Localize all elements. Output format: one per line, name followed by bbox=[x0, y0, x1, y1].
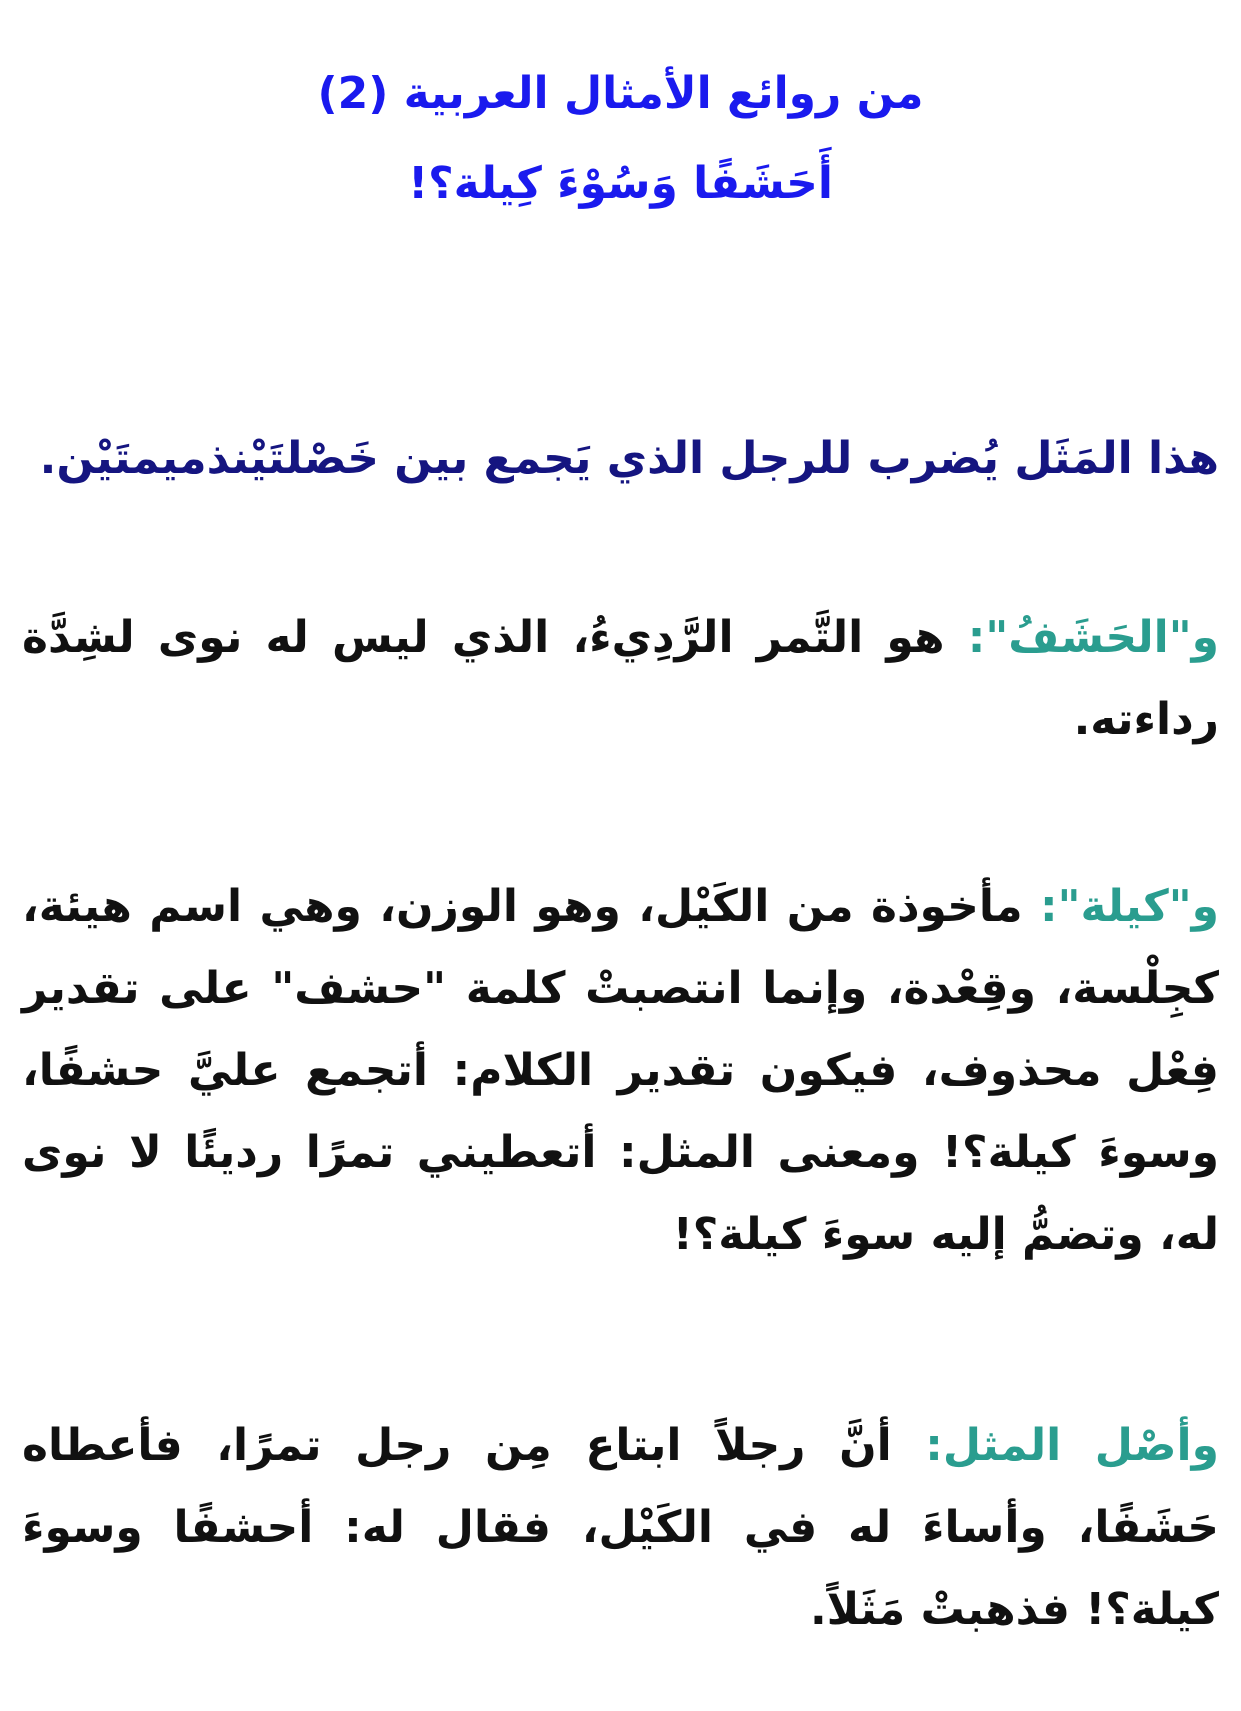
keyword-kayla: و"كيلة": bbox=[1040, 881, 1219, 932]
paragraph-kayla bbox=[22, 866, 1219, 1276]
paragraph-text: أنَّ رجلاً ابتاع مِن رجل تمرًا، فأعطاه حَشَفًا، وأساءَ له في الكَيْل، فقال له: أحشفًا وسوءَ كيلة؟! فذهبتْ مَثَلاً. bbox=[22, 1420, 1219, 1635]
keyword-origin: وأصْل المثل: bbox=[925, 1420, 1219, 1471]
paragraph-hashaf bbox=[22, 597, 1219, 761]
paragraph-text: مأخوذة من الكَيْل، وهو الوزن، وهي اسم هيئة، كجِلْسة، وقِعْدة، وإنما انتصبتْ كلمة "حشف" على تقدير فِعْل محذوف، فيكون تقدير الكلام: أتجمع عليَّ حشفًا، وسوءَ كيلة؟! ومعنى المثل: أتعطيني تمرًا رديئًا لا نوى له، وتضمُّ إليه سوءَ كيلة؟! bbox=[22, 881, 1219, 1260]
paragraph-origin bbox=[22, 1405, 1219, 1651]
intro-sentence: هذا المَثَل يُضرب للرجل الذي يَجمع بين خَصْلتَيْنذميمتَيْن. bbox=[39, 433, 1219, 484]
proverb-heading: أَحَشَفًا وَسُوْءَ كِيلة؟! bbox=[408, 158, 833, 209]
document-title: من روائع الأمثال العربية (2) bbox=[317, 68, 924, 119]
keyword-hashaf: و"الحَشَفُ": bbox=[967, 612, 1219, 663]
paragraph-text: هو التَّمر الرَّدِيءُ، الذي ليس له نوى لشِدَّة رداءته. bbox=[22, 612, 1219, 745]
